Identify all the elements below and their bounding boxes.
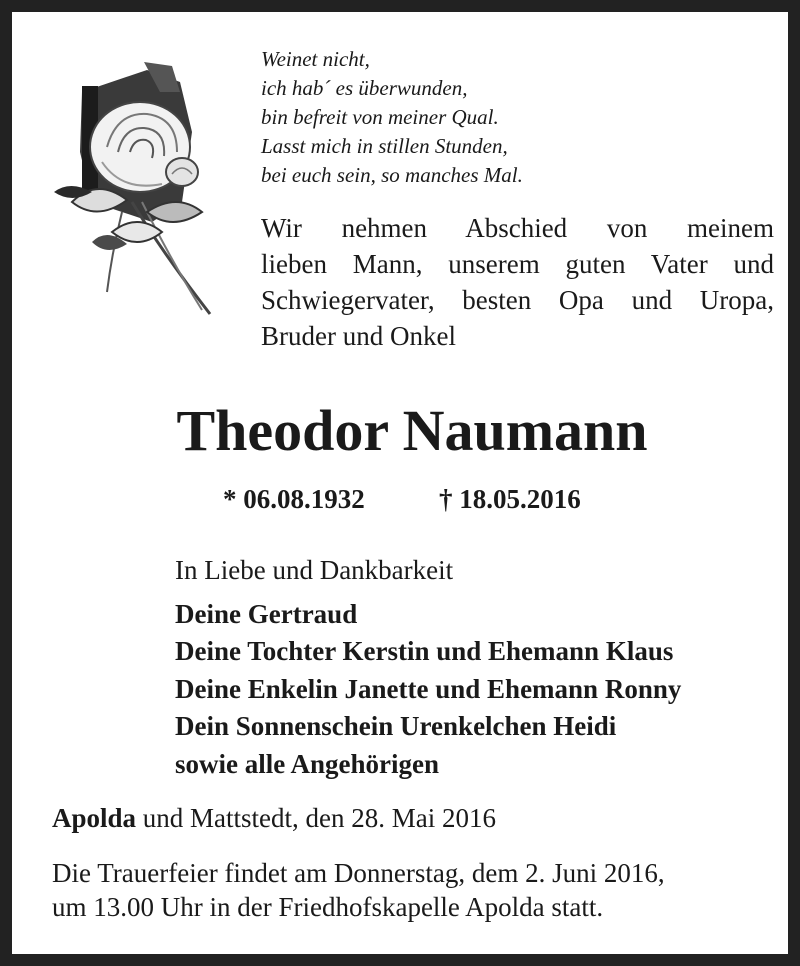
farewell-text	[261, 210, 774, 354]
closing-phrase: In Liebe und Dankbarkeit	[175, 555, 454, 585]
place-city: Apolda	[52, 803, 137, 833]
place-rest: und Mattstedt, den 28. Mai 2016	[142, 803, 497, 833]
mourner-item: sowie alle Angehörigen	[175, 748, 439, 779]
mourner-item: Deine Enkelin Janette und Ehemann Ronny	[175, 673, 682, 704]
farewell-line: Schwiegervater, besten Opa und Uropa,	[261, 285, 774, 315]
poem-line: bei euch sein, so manches Mal.	[261, 163, 523, 187]
birth-date: * 06.08.1932	[223, 484, 365, 514]
mourner-item: Dein Sonnenschein Urenkelchen Heidi	[175, 711, 617, 742]
farewell-line: Wir nehmen Abschied von meinem	[261, 213, 774, 243]
death-date: † 18.05.2016	[439, 484, 581, 514]
poem	[261, 45, 523, 190]
place-and-date	[52, 801, 496, 835]
deceased-name: Theodor Naumann	[176, 398, 648, 463]
funeral-service-info	[52, 856, 665, 924]
farewell-line: lieben Mann, unserem guten Vater und	[261, 249, 774, 279]
poem-line: bin befreit von meiner Qual.	[261, 105, 499, 129]
rose-illustration	[52, 52, 217, 320]
poem-line: ich hab´ es überwunden,	[261, 76, 468, 100]
poem-line: Lasst mich in stillen Stunden,	[261, 134, 508, 158]
mourner-item: Deine Tochter Kerstin und Ehemann Klaus	[175, 636, 674, 667]
service-line: um 13.00 Uhr in der Friedhofskapelle Apolda statt.	[52, 892, 604, 922]
poem-line: Weinet nicht,	[261, 47, 370, 71]
farewell-line: Bruder und Onkel	[261, 321, 456, 351]
mourner-item: Deine Gertraud	[175, 599, 358, 629]
mourners-list	[175, 596, 681, 783]
service-line: Die Trauerfeier findet am Donnerstag, dem 2. Juni 2016,	[52, 858, 665, 888]
